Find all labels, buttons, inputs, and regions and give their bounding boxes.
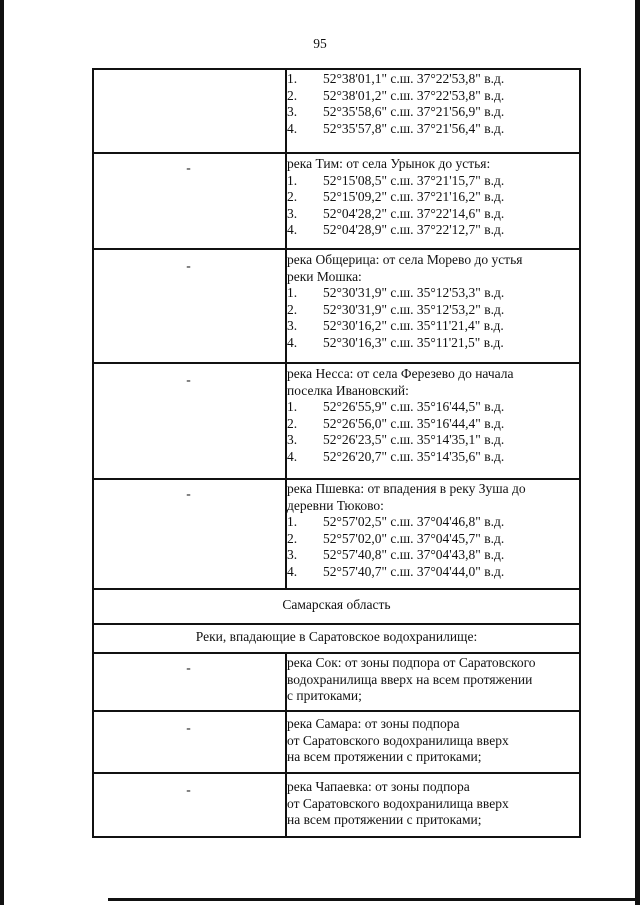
- row-cell: [287, 655, 577, 705]
- coordinate-line: 3. 52°57'40,8" с.ш. 37°04'43,8" в.д.: [287, 547, 505, 562]
- table-rule: [92, 362, 581, 364]
- table-rule: [92, 68, 581, 70]
- coordinate-line: 1. 52°57'02,5" с.ш. 37°04'46,8" в.д.: [287, 514, 505, 529]
- river-description: река Пшевка: от впадения в реку Зуша до: [287, 481, 526, 496]
- coordinate-line: 4. 52°30'16,3" с.ш. 35°11'21,5" в.д.: [287, 334, 504, 350]
- coordinate-line: 1. 52°15'08,5" с.ш. 37°21'15,7" в.д.: [287, 172, 505, 188]
- coordinate-line: 2. 52°15'09,2" с.ш. 37°21'16,2" в.д.: [287, 189, 505, 204]
- coordinate-line: 2. 52°38'01,2" с.ш. 37°22'53,8" в.д.: [287, 87, 505, 103]
- regulation-table: [92, 68, 581, 838]
- scan-edge-left: [0, 0, 4, 905]
- river-description: реки Мошка:: [287, 268, 362, 284]
- river-description: водохранилища вверх на всем протяжении: [287, 671, 533, 687]
- coordinate-line: 3. 52°30'16,2" с.ш. 35°11'21,4" в.д.: [287, 318, 504, 333]
- river-description: на всем протяжении с притоками;: [287, 749, 482, 764]
- river-description: от Саратовского водохранилища вверх: [287, 732, 509, 748]
- table-rule: [92, 588, 581, 590]
- river-description: река Самара: от зоны подпора: [287, 716, 460, 731]
- row-marker: -: [186, 782, 191, 797]
- coordinate-line: 3. 52°26'23,5" с.ш. 35°14'35,1" в.д.: [287, 432, 505, 447]
- scan-edge-bottom: [108, 898, 640, 901]
- river-description: река Сок: от зоны подпора от Саратовского: [287, 655, 536, 670]
- row-cell: [287, 156, 577, 239]
- row-cell: [287, 366, 577, 465]
- row-marker: -: [186, 258, 191, 273]
- coordinate-line: 4. 52°04'28,9" с.ш. 37°22'12,7" в.д.: [287, 222, 505, 237]
- row-marker: -: [186, 160, 191, 175]
- coordinate-line: 2. 52°30'31,9" с.ш. 35°12'53,2" в.д.: [287, 301, 505, 317]
- table-rule: [92, 710, 581, 712]
- coordinate-line: 4. 52°35'57,8" с.ш. 37°21'56,4" в.д.: [287, 120, 505, 136]
- table-rule: [92, 772, 581, 774]
- river-description: с притоками;: [287, 688, 362, 703]
- coordinate-line: 2. 52°57'02,0" с.ш. 37°04'45,7" в.д.: [287, 530, 505, 546]
- row-cell: [287, 71, 577, 137]
- section-subheading: Реки, впадающие в Саратовское водохранилище:: [195, 629, 478, 644]
- coordinate-line: 4. 52°26'20,7" с.ш. 35°14'35,6" в.д.: [287, 448, 505, 464]
- row-cell: [287, 779, 577, 829]
- scan-edge-right: [635, 0, 640, 905]
- row-cell: [287, 716, 577, 766]
- coordinate-line: 1. 52°38'01,1" с.ш. 37°22'53,8" в.д.: [287, 71, 505, 86]
- river-description: деревни Тюково:: [287, 497, 384, 513]
- coordinate-line: 1. 52°30'31,9" с.ш. 35°12'53,3" в.д.: [287, 285, 505, 300]
- river-description: река Тим: от села Урынок до устья:: [287, 156, 491, 171]
- river-description: река Чапаевка: от зоны подпора: [287, 779, 470, 794]
- river-description: на всем протяжении с притоками;: [287, 812, 482, 827]
- table-rule: [92, 623, 581, 625]
- table-border-right: [579, 68, 581, 838]
- coordinate-line: 3. 52°04'28,2" с.ш. 37°22'14,6" в.д.: [287, 205, 505, 221]
- river-description: от Саратовского водохранилища вверх: [287, 795, 509, 811]
- page-number: 95: [313, 36, 327, 51]
- row-marker: -: [186, 720, 191, 735]
- row-cell: [287, 252, 577, 351]
- row-marker: -: [186, 372, 191, 387]
- row-cell: [287, 481, 577, 580]
- coordinate-line: 2. 52°26'56,0" с.ш. 35°16'44,4" в.д.: [287, 415, 505, 431]
- table-rule: [92, 652, 581, 654]
- table-rule: [92, 152, 581, 154]
- river-description: поселка Ивановский:: [287, 382, 409, 398]
- coordinate-line: 3. 52°35'58,6" с.ш. 37°21'56,9" в.д.: [287, 104, 505, 119]
- table-rule: [92, 478, 581, 480]
- table-rule: [92, 248, 581, 250]
- coordinate-line: 1. 52°26'55,9" с.ш. 35°16'44,5" в.д.: [287, 399, 505, 414]
- row-marker: -: [186, 660, 191, 675]
- coordinate-line: 4. 52°57'40,7" с.ш. 37°04'44,0" в.д.: [287, 563, 505, 579]
- region-heading: Самарская область: [282, 597, 391, 612]
- table-rule: [92, 836, 581, 838]
- row-marker: -: [186, 486, 191, 501]
- river-description: река Общерица: от села Морево до устья: [287, 252, 523, 267]
- river-description: река Несса: от села Ферезево до начала: [287, 366, 514, 381]
